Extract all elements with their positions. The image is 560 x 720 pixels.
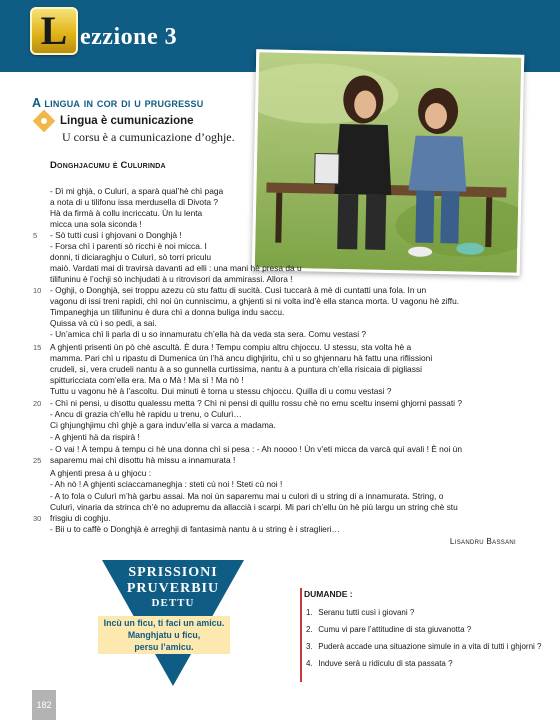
- line-number: 20: [33, 399, 42, 408]
- dialog-line: - A ghjenti hà da rispirà !: [50, 432, 140, 442]
- question-text: Induve serà u ridiculu di sta passata ?: [318, 659, 453, 668]
- dialog-line: frisgiu di coghju.: [50, 513, 111, 523]
- line-number: 15: [33, 343, 42, 352]
- question-item: [306, 659, 453, 669]
- line-number: 5: [33, 231, 38, 240]
- question-item: [306, 642, 541, 652]
- dialog-line: - Oghji, o Donghjà, sei troppu azezu cù stu fattu di sucità. Cusì tuccarà à mè di cuntatti una fola. In un: [50, 285, 427, 295]
- subsection-row: [36, 113, 194, 129]
- dialog-line: mamma. Pari chì u ripastu di Dumenica ùn l’hà ancu dighjiritu, chì u so ghjennaru hà fattu una riflissioni: [50, 353, 433, 363]
- question-number: 3.: [306, 642, 313, 651]
- dialog-line: micca una sola siconda !: [50, 219, 142, 229]
- dialog-line: - O vai ! À tempu à tempu ci hè una donna chì si pesa : - Ah noooo ! Ùn v’eti micca da varcà quì avali ! È noi ùn: [50, 444, 462, 454]
- question-item: [306, 625, 471, 635]
- dialog-line: - A to fola o Culurì m’hà garbu assai. Ma noi ùn saparemu mai u culori di u string di a innamurata. String, o: [50, 491, 444, 501]
- section-heading: A lingua in cor di u prugressu: [32, 96, 204, 110]
- dialog-line: - Forsa chì i parenti sò ricchi è noi micca. I: [50, 241, 207, 251]
- dialog-line: - Dì mi ghjà, o Culurì, a sparà qual’hè chì paga: [50, 186, 224, 196]
- lesson-title: ezzione 3: [80, 24, 178, 50]
- dialog-line: donni, ti diciaraghju o Culurì, sò torri priculu: [50, 252, 212, 262]
- dialog-line: A ghjenti presa à u ghjocu :: [50, 468, 152, 478]
- lesson-letter: L: [40, 8, 68, 53]
- question-number: 2.: [306, 625, 313, 634]
- dialog-line: - Sò tutti cusì i ghjovani o Donghjà !: [50, 230, 182, 240]
- diamond-bullet-icon: [33, 110, 56, 133]
- question-item: [306, 608, 414, 618]
- dialog-line: Tuttu u vagonu hè à l’ascoltu. Dui minuti è torna u stessu chjoccu. Quilla di u comu vestasi ?: [50, 386, 392, 396]
- line-number: 30: [33, 514, 42, 523]
- lesson-badge: [30, 7, 78, 55]
- dialog-line: Quissa và cù i so pedi, a sai.: [50, 318, 157, 328]
- dialog-line: spitturicciata com’ella era. Ma o Mà ! Ma sì ! Ma nò !: [50, 375, 244, 385]
- dialog-line: maiò. Vardati mai di travirsà davanti ad elli : una mani hè presa da u: [50, 263, 302, 273]
- subsection-label: Lingua è cumunicazione: [60, 115, 194, 127]
- dialog-line: - Chì ni pensi, u disottu qualessu metta ? Chì ni pensi di quillu rossu chè no emu sceltu insemi ghjorni passati ?: [50, 398, 462, 408]
- dialog-line: - Un’amica chì li parla di u so innamuratu ch’ella hà da veda sta sera. Comu vestasi ?: [50, 329, 367, 339]
- dialog-line: saparemu mai chì disottu hà missu a innamurata !: [50, 455, 236, 465]
- dialog-line: crudeli, sì, vera crudeli nantu à a so gunnella curtissima, nantu à a puntura ch’ella risicaia di pigliassi: [50, 364, 422, 374]
- question-text: Cumu vi pare l’attitudine di sta giuvanotta ?: [318, 625, 472, 634]
- dialog-line: - Ancu di grazia ch’ellu hè rapidu u trenu, o Culurì…: [50, 409, 242, 419]
- page-number: 182: [36, 700, 52, 710]
- sprissioni-title-line: DETTU: [151, 597, 195, 609]
- photo-two-girls-on-bench: [252, 49, 525, 276]
- question-number: 4.: [306, 659, 313, 668]
- dialog-line: Timpaneghja un tilifuninu è dura chì a donna buliga indu saccu.: [50, 307, 285, 317]
- dialog-line: vagonu di issi treni rapidi, chì noi ùn cunniscimu, a ghjenti si ni volta ind’è ella stanca morta. U vagonu hè ziffu.: [50, 296, 460, 306]
- line-number: 10: [33, 286, 42, 295]
- proverb-line: persu l’amicu.: [134, 642, 194, 652]
- dialog-line: - Bii u to caffè o Donghjà è arreghji di fantasimà nantu à u string è i straglieri…: [50, 524, 340, 534]
- author-name: Lisandru Bassani: [449, 537, 516, 546]
- questions-heading: DUMANDE :: [304, 589, 353, 599]
- dialog-line: Hà da firmà à collu incriccatu. Ùn lu lenta: [50, 208, 203, 218]
- proverb-line: Incù un ficu, ti faci un amicu.: [103, 618, 225, 628]
- question-text: Puderà accade una situazione simule in a vita di tutti i ghjorni ?: [318, 642, 542, 651]
- dialog-line: - Ah nò ! A ghjenti sciaccamaneghja : steti cù noi ! Steti cù noi !: [50, 479, 283, 489]
- dialog-line: A ghjenti prisenti ùn pò chè ascultà. È dura ! Tempu compiu altru chjoccu. U stessu, sta volta hè a: [50, 342, 412, 352]
- subsection-subtitle: U corsu è a cumunicazione d’oghje.: [62, 130, 235, 144]
- dialog-line: Ci ghjunghjimu chì ghjè a gara induv’ella si varca a madama.: [50, 420, 276, 430]
- sprissioni-title-line: SPRISSIONI: [128, 565, 218, 580]
- line-number: 25: [33, 456, 42, 465]
- dialog-title: Donghjacumu è Culurinda: [50, 160, 166, 171]
- question-text: Seranu tutti cusì i giovani ?: [318, 608, 415, 617]
- dialog-line: a nota di u tilifonu issa merdusella di Divota ?: [50, 197, 219, 207]
- dialog-line: Culurì, vinaria da strinca ch’è no adupremu da allaccià i scarpi. Mi pari ch’ellu ùn hè più largu un string chè stu: [50, 502, 458, 512]
- question-number: 1.: [306, 608, 313, 617]
- sprissioni-title-line: PRUVERBIU: [126, 581, 220, 596]
- proverb-line: Manghjatu u ficu,: [127, 630, 201, 640]
- dialog-line: tilifuninu è l’ochji sò inchjudati à u ritrovisori da ammirassi. Allora !: [50, 274, 293, 284]
